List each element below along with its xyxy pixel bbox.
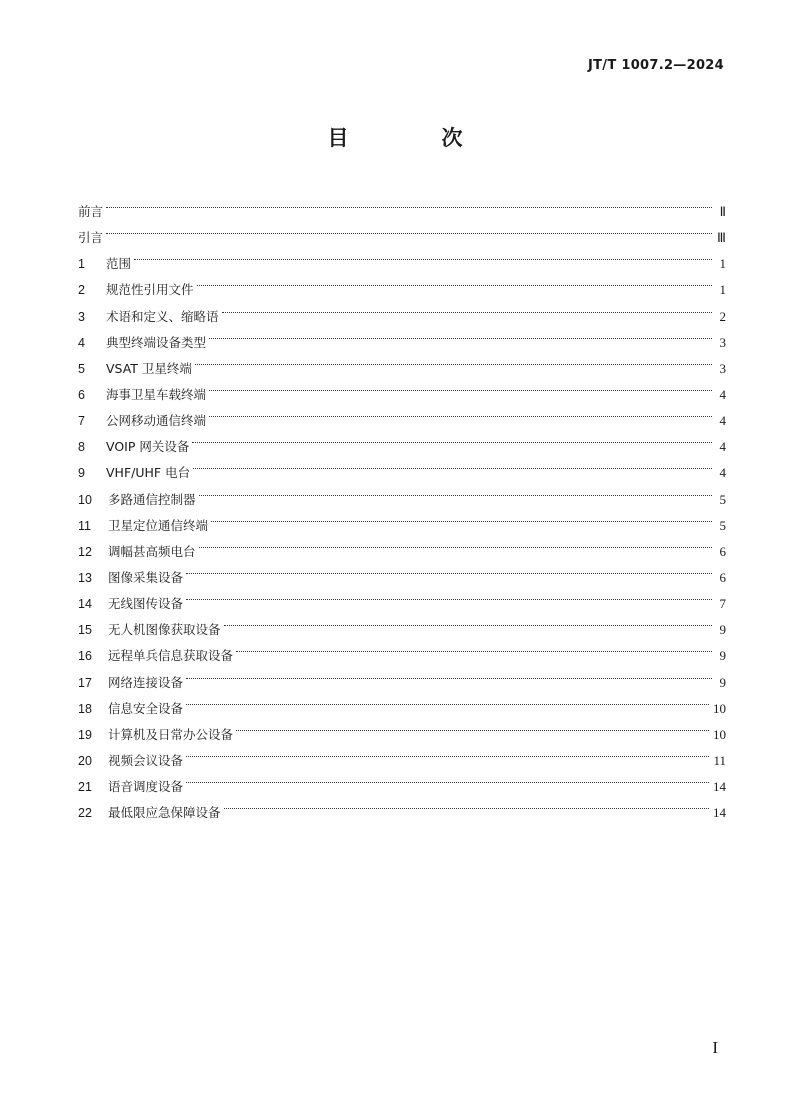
toc-entry-label: 最低限应急保障设备 [108,805,221,821]
toc-leader-dots [195,347,712,373]
toc-entry-label: 无人机图像获取设备 [108,622,221,638]
toc-entry-page: 3 [719,360,726,376]
toc-entry-page: 10 [713,700,726,716]
toc-entry-label: 调幅甚高频电台 [108,543,196,559]
toc-leader-dots [211,504,712,530]
toc-leader-dots [197,268,712,294]
toc-entry-number: 17 [78,675,92,690]
toc-entry-label: 引言 [78,230,104,246]
toc-entry-number: 7 [78,414,85,429]
toc-leader-dots [106,190,712,216]
toc-entry-label: 图像采集设备 [108,569,184,585]
toc-entry-number: 8 [78,440,85,455]
toc-leader-dots [224,608,712,634]
toc-entry-number: 5 [78,361,85,376]
toc-leader-dots [222,295,712,321]
toc-entry-number: 15 [78,623,92,638]
toc-entry-label: 网络连接设备 [108,674,184,690]
toc-entry-page: Ⅲ [717,230,726,246]
toc-leader-dots [192,425,712,451]
toc-leader-dots [236,713,709,739]
toc-entry-label: VOIP 网关设备 [106,439,190,455]
toc-entry-number: 9 [78,466,85,481]
page-number: I [712,1038,718,1057]
toc-entry-label: 前言 [78,204,104,219]
toc-leader-dots [186,687,709,713]
toc-entry-page: 14 [713,779,726,795]
toc-entry-page: 7 [719,596,726,612]
toc-leader-dots [106,216,712,242]
toc-leader-dots [186,739,709,765]
toc-entry-number: 10 [78,492,92,507]
toc-leader-dots [236,634,712,660]
toc-entry-label: 典型终端设备类型 [106,334,207,350]
toc-leader-dots [199,478,712,504]
toc-leader-dots [209,373,712,399]
toc-entry-label: 语音调度设备 [108,779,184,795]
toc-entry-page: 4 [719,465,726,481]
toc-entry-label: 公网移动通信终端 [106,413,207,429]
toc-entry-number: 14 [78,597,92,612]
toc-entry-number: 21 [78,780,92,795]
toc-entry-label: 多路通信控制器 [108,491,196,507]
toc-entry-page: 2 [719,308,726,324]
toc-entry-page: 11 [713,752,726,768]
toc-entry-number: 4 [78,335,85,350]
toc-entry-number: 19 [78,727,92,742]
toc-entry-page: 5 [719,491,726,507]
toc-entry-label: 无线图传设备 [108,596,184,612]
toc-entry-number: 11 [78,518,91,533]
toc-entry-page: 9 [719,674,726,690]
toc-entry[interactable] [78,190,726,219]
toc-entry-number: 16 [78,649,92,664]
toc-entry-page: 6 [719,569,726,585]
toc-entry-label: VSAT 卫星终端 [106,360,192,376]
toc-entry-label: 远程单兵信息获取设备 [108,648,234,664]
toc-leader-dots [134,242,712,268]
toc-entry-page: 4 [719,386,726,402]
toc-entry-page: 4 [719,439,726,455]
toc-leader-dots [199,530,712,556]
page-title: 目 次 [327,126,499,150]
table-of-contents [78,190,726,821]
toc-entry-page: 9 [719,622,726,638]
toc-entry-label: 规范性引用文件 [106,282,194,298]
toc-entry-number: 2 [78,283,85,298]
toc-leader-dots [186,582,712,608]
toc-entry-page: 6 [719,543,726,559]
toc-leader-dots [186,765,709,791]
toc-entry-number: 6 [78,387,85,402]
toc-entry-number: 3 [78,309,85,324]
toc-entry[interactable] [78,268,726,298]
toc-entry-page: 1 [719,282,726,298]
toc-entry-number: 22 [78,806,92,821]
toc-leader-dots [224,791,709,817]
toc-leader-dots [209,321,712,347]
toc-entry-page: 5 [719,517,726,533]
toc-entry-number: 13 [78,570,92,585]
toc-entry-label: 计算机及日常办公设备 [108,726,234,742]
toc-entry-number: 1 [78,257,85,272]
toc-entry-page: 9 [719,648,726,664]
toc-leader-dots [209,399,712,425]
toc-entry-page: 1 [719,256,726,272]
toc-entry-label: 视频会议设备 [108,752,184,768]
toc-entry-label: 信息安全设备 [108,700,184,716]
toc-leader-dots [186,556,712,582]
toc-entry-page: 10 [713,726,726,742]
toc-entry-number: 12 [78,544,92,559]
toc-entry-label: VHF/UHF 电台 [106,465,191,481]
toc-entry[interactable] [78,216,726,246]
toc-entry-label: 卫星定位通信终端 [108,517,209,533]
toc-entry[interactable] [78,242,726,272]
toc-entry-page: 3 [719,334,726,350]
toc-entry-page: Ⅱ [719,204,726,219]
document-code: JT/T 1007.2—2024 [588,58,724,73]
toc-entry-label: 范围 [106,256,132,272]
toc-entry-label: 术语和定义、缩略语 [106,308,219,324]
toc-entry-page: 14 [713,805,726,821]
toc-leader-dots [186,661,712,687]
toc-leader-dots [193,451,712,477]
toc-entry-number: 18 [78,701,92,716]
toc-entry-page: 4 [719,413,726,429]
toc-entry-number: 20 [78,753,92,768]
toc-entry-label: 海事卫星车载终端 [106,386,207,402]
